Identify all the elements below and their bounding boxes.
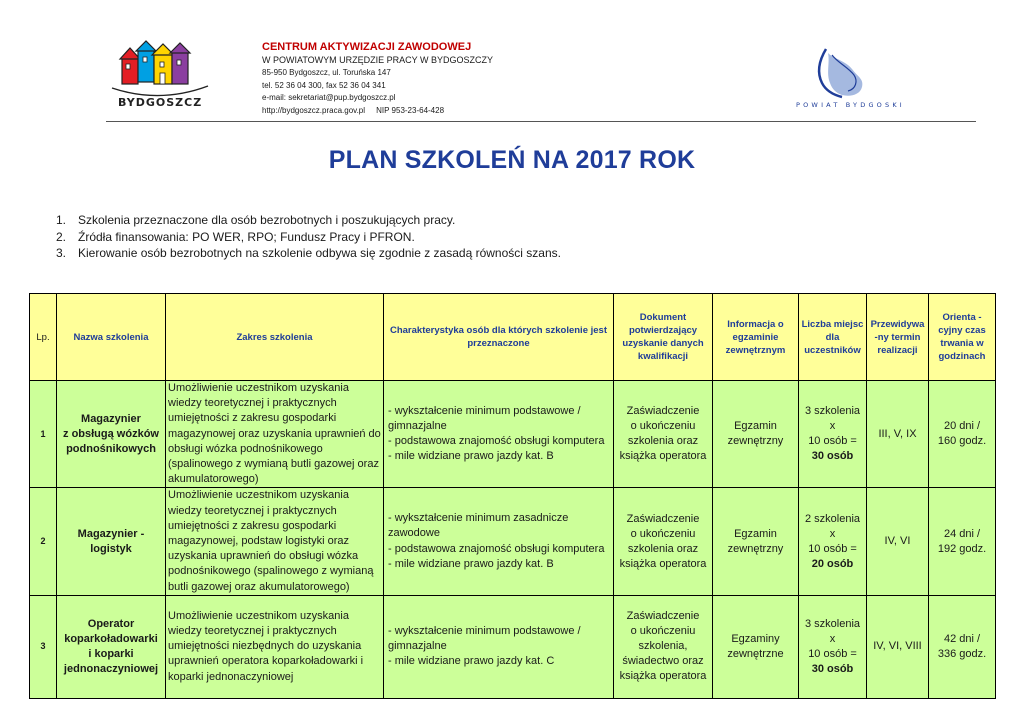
note-text: Szkolenia przeznaczone dla osób bezrobotnych i poszukujących pracy. [78, 213, 456, 227]
cell-document: Zaświadczenie o ukończeniu szkolenia, świadectwo oraz książka operatora [614, 595, 713, 698]
col-header-exam: Informacja o egzaminie zewnętrznym [713, 294, 799, 381]
powiat-bydgoski-logo [792, 45, 920, 111]
cell-term: IV, VI, VIII [867, 595, 929, 698]
header-divider [106, 121, 976, 122]
places-breakdown: 3 szkolenia x 10 osób = [804, 405, 861, 448]
cell-document: Zaświadczenie o ukończeniu szkolenia oraz książka operatora [614, 381, 713, 488]
cell-scope: Umożliwienie uczestnikom uzyskania wiedzy teoretycznej i praktycznych umiejętności z zakresu gospodarki magazynowej, podstaw logistyki oraz uzyskania uprawnień do obsługi wózka podnośnikowego (spalinowego z wymianą butli gazowej oraz akumulatorowego) [166, 488, 384, 595]
cell-duration: 20 dni / 160 godz. [929, 381, 996, 488]
col-header-lp: Lp. [30, 294, 57, 381]
cell-term: IV, VI [867, 488, 929, 595]
cell-term: III, V, IX [867, 381, 929, 488]
col-header-duration: Orienta - cyjny czas trwania w godzinach [929, 294, 996, 381]
cell-lp: 2 [30, 488, 57, 595]
cell-places [799, 595, 867, 698]
bydgoszcz-logo-text: BYDGOSZCZ [118, 96, 203, 109]
note-number: 2. [56, 229, 67, 244]
note-text: Źródła finansowania: PO WER, RPO; Fundusz Pracy i PFRON. [78, 229, 415, 244]
col-header-scope: Zakres szkolenia [166, 294, 384, 381]
places-total: 30 osób [811, 450, 854, 463]
cell-exam: Egzaminy zewnętrzne [713, 595, 799, 698]
places-total: 30 osób [811, 662, 854, 675]
cell-name: Magazynier - logistyk [57, 488, 166, 595]
cell-name: Magazynier z obsługą wózków podnośnikowych [57, 381, 166, 488]
col-header-term: Przewidywa -ny termin realizacji [867, 294, 929, 381]
cell-lp: 3 [30, 595, 57, 698]
col-header-characteristics: Charakterystyka osób dla których szkolenie jest przeznaczone [384, 294, 614, 381]
note-item [56, 212, 561, 229]
cell-characteristics: - wykształcenie minimum podstawowe / gimnazjalne - podstawowa znajomość obsługi komputera - mile widziane prawo jazdy kat. B [384, 381, 614, 488]
col-header-document: Dokument potwierdzający uzyskanie danych kwalifikacji [614, 294, 713, 381]
cell-scope: Umożliwienie uczestnikom uzyskania wiedzy teoretycznej i praktycznych umiejętności niezbędnych do uzyskania uprawnień operatora koparkoładowarki i koparki jednonaczyniowej [166, 595, 384, 698]
cell-duration: 42 dni / 336 godz. [929, 595, 996, 698]
places-breakdown: 2 szkolenia x 10 osób = [804, 512, 861, 555]
note-number: 3. [56, 246, 67, 260]
cell-exam: Egzamin zewnętrzny [713, 488, 799, 595]
table-row [30, 488, 996, 595]
org-phone: tel. 52 36 04 300, fax 52 36 04 341 [262, 80, 386, 90]
cell-characteristics: - wykształcenie minimum podstawowe / gimnazjalne - mile widziane prawo jazdy kat. C [384, 595, 614, 698]
cell-exam: Egzamin zewnętrzny [713, 381, 799, 488]
cell-lp: 1 [30, 381, 57, 488]
training-plan-table [29, 293, 996, 699]
col-header-places: Liczba miejsc dla uczestników [799, 294, 867, 381]
cell-places [799, 488, 867, 595]
table-row [30, 595, 996, 698]
table-row [30, 381, 996, 488]
powiat-logo-text: POWIAT BYDGOSKI [796, 101, 905, 109]
cell-characteristics: - wykształcenie minimum zasadnicze zawodowe - podstawowa znajomość obsługi komputera - mile widziane prawo jazdy kat. B [384, 488, 614, 595]
cell-document: Zaświadczenie o ukończeniu szkolenia oraz książka operatora [614, 488, 713, 595]
organization-info [262, 40, 493, 117]
bydgoszcz-logo [108, 40, 212, 112]
table-header-row [30, 294, 996, 381]
org-email: e-mail: sekretariat@pup.bydgoszcz.pl [262, 93, 396, 102]
places-breakdown: 3 szkolenia x 10 osób = [804, 617, 861, 660]
col-header-name: Nazwa szkolenia [57, 294, 166, 381]
org-web: http://bydgoszcz.praca.gov.pl NIP 953-23-64-428 [262, 105, 445, 115]
note-item [56, 245, 561, 262]
cell-places [799, 381, 867, 488]
note-item [56, 229, 561, 246]
cell-scope: Umożliwienie uczestnikom uzyskania wiedzy teoretycznej i praktycznych umiejętności z zakresu gospodarki magazynowej oraz uzyskania uprawnień do obsługi wózka podnośnikowego (spalinowego z wymianą butli gazowej oraz akumulatorowego) [166, 381, 384, 488]
letterhead [0, 0, 1024, 124]
org-name: CENTRUM AKTYWIZACJI ZAWODOWEJ [262, 41, 472, 53]
note-number: 1. [56, 213, 67, 227]
cell-name: Operator koparkoładowarki i koparki jednonaczyniowej [57, 595, 166, 698]
document-title: PLAN SZKOLEŃ NA 2017 ROK [328, 146, 696, 174]
note-text: Kierowanie osób bezrobotnych na szkolenie odbywa się zgodnie z zasadą równości szans. [78, 246, 561, 260]
places-total: 20 osób [811, 557, 854, 570]
cell-duration: 24 dni / 192 godz. [929, 488, 996, 595]
org-address: 85-950 Bydgoszcz, ul. Toruńska 147 [262, 68, 391, 77]
org-subtitle: W POWIATOWYM URZĘDZIE PRACY W BYDGOSZCZY [262, 55, 494, 65]
notes-list [56, 212, 561, 262]
